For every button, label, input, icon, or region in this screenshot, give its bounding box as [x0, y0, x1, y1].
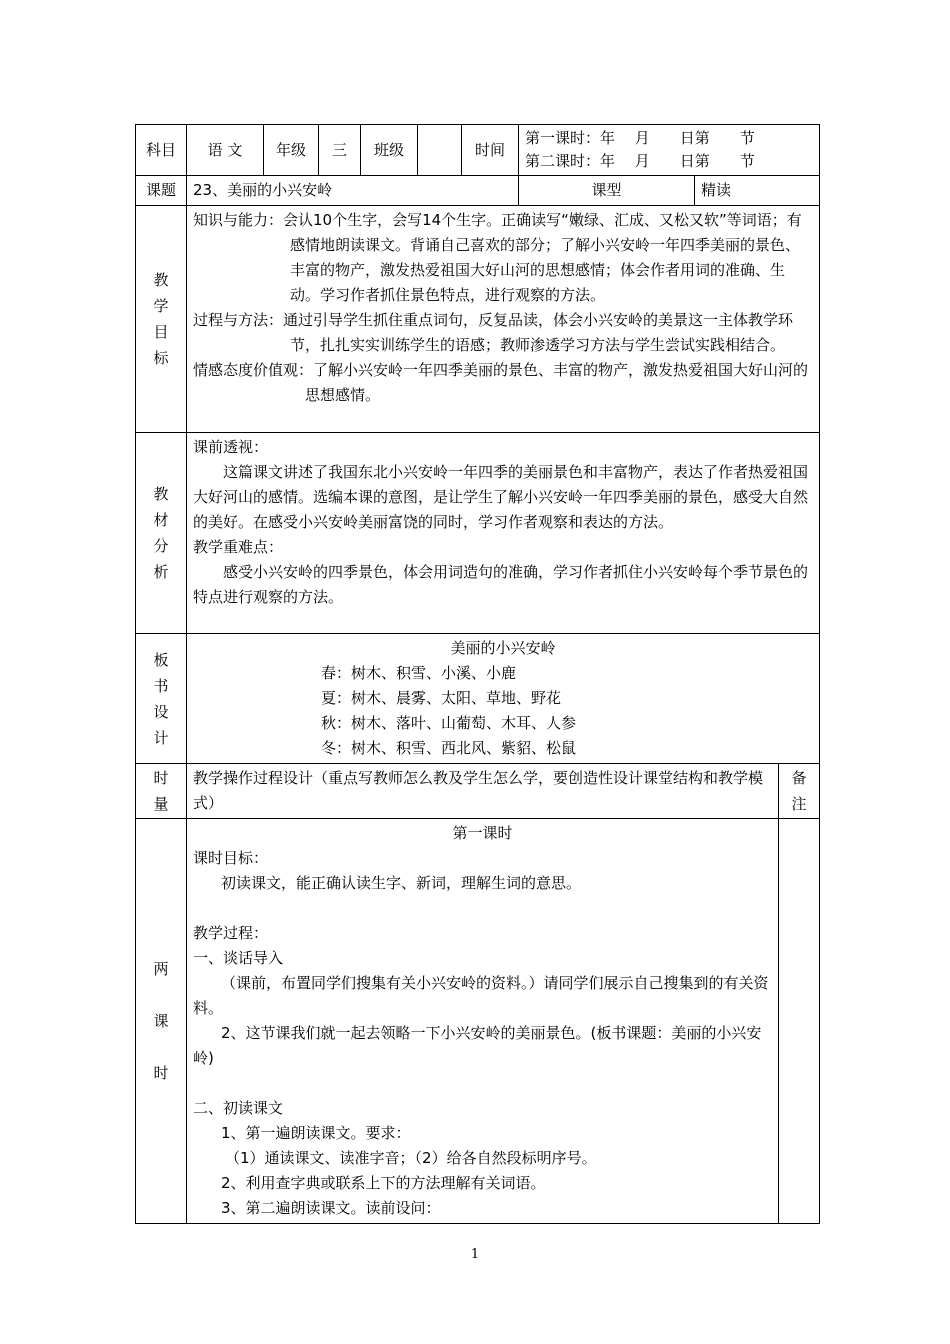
time-label: 时间: [462, 125, 519, 176]
preview-title: 课前透视：: [193, 438, 269, 456]
board-line-spring: 春：树木、积雪、小溪、小鹿: [321, 664, 517, 682]
preview-text: 这篇课文讲述了我国东北小兴安岭一年四季的美丽景色和丰富物产，表达了作者热爱祖国大好河山的感情。选编本课的意图，是让学生了解小兴安岭一年四季美丽的景色，感受大自然的美好。在感受小兴安岭美丽富饶的同时，学习作者观察和表达的方法。: [193, 463, 809, 531]
board-title: 美丽的小兴安岭: [450, 639, 556, 657]
section-2-item-1a: （1）通读课文、读准字音；（2）给各自然段标明序号。: [225, 1149, 597, 1167]
lesson-content: [187, 819, 779, 1224]
objectives-content: [187, 206, 820, 433]
class-label: 班级: [361, 125, 418, 176]
subject-value: 语 文: [187, 125, 264, 176]
section-2-item-2: 2、利用查字典或联系上下的方法理解有关词语。: [221, 1174, 546, 1192]
notes-label: 备 注: [779, 764, 820, 819]
section-2-title: 二、初读课文: [193, 1099, 284, 1117]
key-title: 教学重难点：: [193, 538, 284, 556]
board-line-summer: 夏：树木、晨雾、太阳、草地、野花: [321, 689, 562, 707]
lesson-label: 两 课 时: [136, 819, 187, 1224]
section-1-title: 一、谈话导入: [193, 949, 284, 967]
lesson-title: 第一课时: [452, 824, 513, 842]
objective-knowledge: 知识与能力：会认10个生字，会写14个生字。正确读写“嫩绿、汇成、又松又软”等词语；有感情地朗读课文。背诵自己喜欢的部分；了解小兴安岭一年四季美丽的景色、丰富的物产，激发热爱祖国大好山河的思想感情；体会作者用词的准确、生动。学习作者抓住景色特点，进行观察的方法。: [193, 211, 802, 304]
topic-value: 23、美丽的小兴安岭: [187, 176, 519, 206]
analysis-label: 教 材 分 析: [136, 433, 187, 634]
notes-cell: [779, 819, 820, 1224]
class-value: [418, 125, 462, 176]
time-line-2: 第二课时：年 月 日第 节: [525, 152, 755, 170]
type-label: 课型: [519, 176, 695, 206]
section-2-item-1: 1、第一遍朗读课文。要求：: [221, 1124, 411, 1142]
grade-value: 三: [319, 125, 361, 176]
time-line-1: 第一课时：年 月 日第 节: [525, 129, 755, 147]
subject-label: 科目: [136, 125, 187, 176]
grade-label: 年级: [264, 125, 319, 176]
duration-label: 时 量: [136, 764, 187, 819]
analysis-content: [187, 433, 820, 634]
page-number: 1: [470, 1247, 480, 1262]
board-label: 板 书 设 计: [136, 634, 187, 764]
board-line-autumn: 秋：树木、落叶、山葡萄、木耳、人参: [321, 714, 577, 732]
lesson-plan-table: [135, 124, 820, 1224]
process-title: 教学过程：: [193, 924, 269, 942]
process-header-text: 教学操作过程设计（重点写教师怎么教及学生怎么学，要创造性设计课堂结构和教学模式）: [187, 764, 779, 819]
section-1-p2: 2、这节课我们就一起去领略一下小兴安岭的美丽景色。(板书课题：美丽的小兴安岭): [193, 1024, 762, 1067]
type-value: 精读: [695, 176, 820, 206]
objective-process: 过程与方法：通过引导学生抓住重点词句，反复品读，体会小兴安岭的美景这一主体教学环节，扎扎实实训练学生的语感；教师渗透学习方法与学生尝试实践相结合。: [193, 311, 794, 354]
objectives-label: 教 学 目 标: [136, 206, 187, 433]
topic-label: 课题: [136, 176, 187, 206]
section-2-item-3: 3、第二遍朗读课文。读前设问：: [221, 1199, 441, 1217]
section-1-p1: （课前，布置同学们搜集有关小兴安岭的资料。）请同学们展示自己搜集到的有关资料。: [193, 974, 769, 1017]
key-text: 感受小兴安岭的四季景色，体会用词造句的准确，学习作者抓住小兴安岭每个季节景色的特点进行观察的方法。: [193, 563, 809, 606]
board-content: [187, 634, 820, 764]
objective-title: 课时目标：: [193, 849, 269, 867]
time-value: [519, 125, 820, 176]
objective-emotion: 情感态度价值观：了解小兴安岭一年四季美丽的景色、丰富的物产，激发热爱祖国大好山河的思想感情。: [193, 361, 809, 404]
objective-text: 初读课文，能正确认读生字、新词，理解生词的意思。: [221, 874, 582, 892]
board-line-winter: 冬：树木、积雪、西北风、紫貂、松鼠: [321, 739, 577, 757]
